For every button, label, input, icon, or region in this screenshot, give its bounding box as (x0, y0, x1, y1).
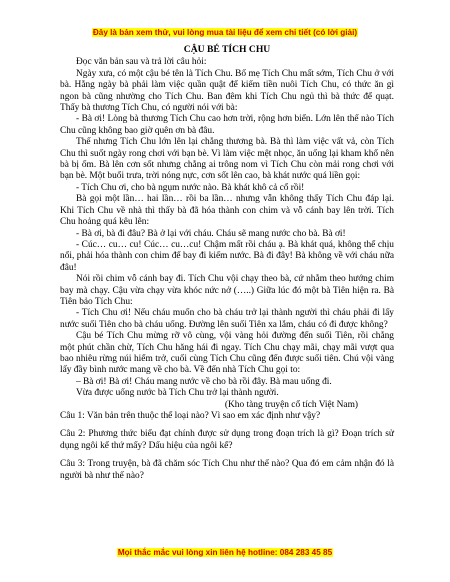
document-body (60, 40, 394, 489)
story-paragraph: - Tích Chu ơi, cho bà ngụm nước nào. Bà khát khô cả cổ rồi! (76, 182, 305, 193)
story-paragraph: Ngày xưa, có một cậu bé tên là Tích Chu. Bố mẹ Tích Chu mất sớm, Tích Chu ở với bà. Hằng ngày bà phải làm việc quần quật để kiếm tiền nuôi Tích Chu, có thức ăn gì ngon bà cũng nhường cho Tích Chu. Ban đêm khi Tích Chu ngủ thì bà thức để quạt. Thấy bà thương Tích Chu, có người nói với bà: (60, 68, 394, 114)
question-1: Câu 1: Văn bản trên thuộc thể loại nào? Vì sao em xác định như vậy? (60, 411, 321, 421)
question-3: Câu 3: Trong truyện, bà đã chăm sóc Tích Chu như thế nào? Qua đó em cảm nhận đó là người bà như thế nào? (60, 459, 394, 481)
story-paragraph: Thế nhưng Tích Chu lớn lên lại chẳng thương bà. Bà thì làm việc vất vả, còn Tích Chu thì suốt ngày rong chơi với bạn bè. Vì làm việc mệt nhọc, ăn uống lại kham khổ nên bà bị ốm. Bà lên cơn sốt nhưng chẳng ai trông nom vì Tích Chu còn mải rong chơi với bạn bè. Một buổi trưa, trời nóng nực, cơn sốt lên cao, bà khát nước quá liền gọi: (60, 137, 394, 182)
story-paragraph: - Tích Chu ơi! Nếu cháu muốn cho bà cháu trở lại thành người thì cháu phải đi lấy nước suối Tiên cho bà cháu uống. Đường lên suối Tiên xa lắm, cháu có đi được không? (60, 308, 394, 330)
document-title: CẬU BÉ TÍCH CHU (183, 44, 271, 55)
intro-line: Đọc văn bản sau và trả lời câu hỏi: (76, 57, 207, 68)
story-paragraph: Bà gọi một lần… hai lần… rồi ba lần… nhưng vẫn không thấy Tích Chu đáp lại. Khi Tích Chu về nhà thì thấy bà đã hóa thành con chim và vỗ cánh bay lên trời. Tích Chu hoảng quá kêu lên: (60, 194, 394, 228)
preview-banner-text: Đây là bản xem thử, vui lòng mua tài liệu để xem chi tiết (có lời giải) (92, 28, 358, 37)
story-source: (Kho tàng truyện cổ tích Việt Nam) (224, 399, 358, 410)
story-paragraph: – Bà ơi! Bà ơi! Cháu mang nước về cho bà rồi đây. Bà mau uống đi. (76, 376, 332, 387)
story-paragraph: - Bà ơi! Lòng bà thương Tích Chu cao hơn trời, rộng hơn biển. Lớn lên thế nào Tích Chu cũng không bao giờ quên ơn bà đâu. (60, 114, 394, 136)
story-paragraph: - Cúc… cu… cu! Cúc… cu…cu! Chậm mất rồi cháu ạ. Bà khát quá, không thể chịu nổi, phải hóa thành con chim để bay đi kiếm nước. Bà đi đây! Bà không về với cháu nữa đâu! (60, 239, 394, 273)
preview-banner (0, 28, 450, 37)
story-paragraph: - Bà ơi, bà đi đâu? Bà ở lại với cháu. Cháu sẽ mang nước cho bà. Bà ơi! (76, 228, 346, 239)
story-paragraph: Cậu bé Tích Chu mừng rỡ vô cùng, vội vàng hỏi đường đến suối Tiên, rồi chẳng một phút chần chừ, Tích Chu hăng hái đi ngay. Tích Chu chạy mãi, chạy mãi vượt qua bao nhiêu rừng núi hiểm trở, cuối cùng Tích Chu cũng đến được suối tiên. Chú vội vàng lấy đầy bình nước mang về cho bà. Về đến nhà Tích Chu gọi to: (60, 331, 394, 376)
story-paragraph: Vừa được uống nước bà Tích Chu trở lại thành người. (76, 388, 279, 399)
story-paragraph: Nói rồi chim vỗ cánh bay đi. Tích Chu vội chạy theo bà, cứ nhằm theo hướng chim bay mà chạy. Cậu vừa chạy vừa khóc nức nở (…..) Giữa lúc đó một bà Tiên hiện ra. Bà Tiên bảo Tích Chu: (60, 274, 394, 307)
hotline-banner-text: Mọi thắc mắc vui lòng xin liên hệ hotline: 084 283 45 85 (117, 548, 333, 557)
question-2: Câu 2: Phương thức biểu đạt chính được sử dụng trong đoạn trích là gì? Đoạn trích sử dụng ngôi kể thứ mấy? Dấu hiệu của ngôi kể? (60, 429, 394, 451)
hotline-banner (0, 548, 450, 557)
